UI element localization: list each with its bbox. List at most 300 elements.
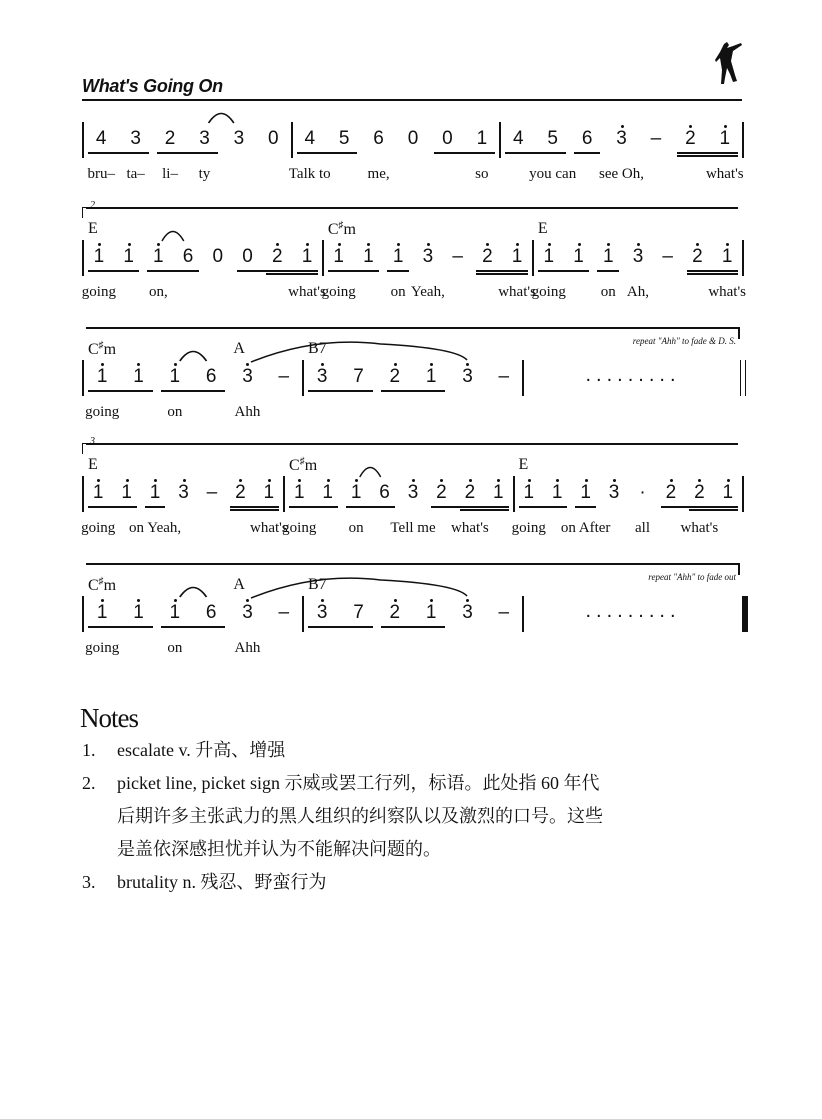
note xyxy=(233,240,263,276)
repeat-instruction: repeat "Ahh" to fade & D. S. xyxy=(632,336,736,346)
note xyxy=(498,240,536,300)
chord-symbol xyxy=(538,220,548,238)
note-digit: 1 xyxy=(511,246,523,267)
note-digit: 1 xyxy=(169,366,181,387)
underline xyxy=(173,270,199,272)
chord-symbol xyxy=(233,576,245,594)
lyric: on After xyxy=(560,520,611,536)
lyric: on xyxy=(348,520,364,536)
lyric: going xyxy=(81,284,116,300)
page-header-title: What's Going On xyxy=(82,76,223,96)
underline xyxy=(88,626,120,628)
note-digit: 0 xyxy=(268,128,279,149)
underline xyxy=(237,270,263,272)
lyric: what's xyxy=(708,284,747,300)
note xyxy=(531,220,566,300)
note xyxy=(288,240,326,300)
chord-root: C xyxy=(88,577,99,595)
underline xyxy=(370,506,394,508)
note xyxy=(472,240,502,276)
octave-dot xyxy=(670,479,673,482)
underline xyxy=(255,509,279,511)
underline xyxy=(266,273,292,275)
underline xyxy=(193,390,225,392)
lyric: going xyxy=(321,284,356,300)
note xyxy=(321,220,356,300)
underline xyxy=(502,273,528,275)
lyric: all xyxy=(635,520,650,536)
underline xyxy=(157,152,187,154)
chord-symbol xyxy=(233,340,245,358)
underline xyxy=(543,506,567,508)
sharp-sign: ♯ xyxy=(98,340,104,351)
note xyxy=(118,122,152,182)
chord-root: E xyxy=(88,220,98,237)
note-digit: 4 xyxy=(95,128,107,149)
note-number: 3. xyxy=(82,872,96,892)
note xyxy=(114,240,144,276)
underline xyxy=(505,152,535,154)
note xyxy=(657,476,685,512)
note xyxy=(256,122,290,158)
underline xyxy=(484,509,508,511)
octave-dot xyxy=(394,363,397,366)
note-digit: 6 xyxy=(205,366,217,387)
chord-symbol xyxy=(88,456,98,474)
octave-dot xyxy=(412,479,415,482)
note xyxy=(673,122,707,158)
note-digit: 5 xyxy=(547,128,558,149)
note xyxy=(193,596,229,632)
underline xyxy=(187,152,217,154)
note-digit: 1 xyxy=(96,366,108,387)
underline xyxy=(262,270,292,272)
octave-dot xyxy=(585,479,588,482)
note-number: 1. xyxy=(82,740,96,760)
note-digit: 3 xyxy=(242,602,253,623)
note-digit: 1 xyxy=(363,246,374,267)
note xyxy=(501,122,535,158)
chord-root: B7 xyxy=(308,340,327,357)
underline xyxy=(340,390,372,392)
underline xyxy=(161,390,193,392)
note xyxy=(266,360,302,396)
measure xyxy=(522,360,742,396)
underline xyxy=(354,270,380,272)
underline xyxy=(120,390,152,392)
note-digit: 1 xyxy=(392,246,404,267)
note xyxy=(229,576,265,656)
note-digit: 1 xyxy=(123,246,134,267)
chord-symbol xyxy=(88,220,98,238)
underline xyxy=(564,270,590,272)
lyric: going xyxy=(85,404,120,420)
note xyxy=(226,476,254,512)
end-barline xyxy=(742,122,744,158)
ending-number: 2 xyxy=(90,200,95,211)
note xyxy=(340,596,376,632)
lyric: going xyxy=(85,640,120,656)
underline xyxy=(714,509,738,511)
note-digit: 4 xyxy=(512,128,524,149)
lyric: Talk to xyxy=(288,166,331,182)
note xyxy=(112,476,140,512)
chord-root: E xyxy=(537,220,548,237)
note-digit: 1 xyxy=(96,602,108,623)
octave-dot xyxy=(126,479,129,482)
note xyxy=(560,476,611,536)
lyric: Ah, xyxy=(626,284,650,300)
note xyxy=(342,476,370,536)
underline xyxy=(677,152,707,154)
note-digit: 1 xyxy=(149,482,161,503)
note-digit: 6 xyxy=(379,482,390,503)
measure xyxy=(81,456,288,536)
measure xyxy=(499,122,744,182)
underline xyxy=(114,270,140,272)
lyric: li– xyxy=(162,166,178,182)
note-digit: 2 xyxy=(685,128,696,149)
note xyxy=(413,596,449,632)
note-digit: 1 xyxy=(476,128,488,149)
note-digit: 1 xyxy=(543,246,555,267)
note xyxy=(383,240,413,300)
note xyxy=(84,576,120,656)
note xyxy=(396,122,430,158)
note-digit: 3 xyxy=(608,482,620,503)
measure xyxy=(82,576,302,656)
note xyxy=(361,122,395,182)
octave-dot xyxy=(427,243,430,246)
chord-quality: m xyxy=(103,341,117,359)
chord-symbol xyxy=(289,456,317,475)
note xyxy=(570,122,604,158)
lyric: so xyxy=(475,166,489,182)
octave-dot xyxy=(724,125,727,128)
repeat-instruction: repeat "Ahh" to fade out xyxy=(648,572,736,582)
note xyxy=(639,122,673,158)
score-line xyxy=(82,120,744,182)
chord-root: C xyxy=(327,221,339,239)
ending-rule xyxy=(86,207,738,209)
note-digit: 7 xyxy=(353,366,364,387)
underline xyxy=(145,506,165,508)
underline xyxy=(708,152,738,154)
note xyxy=(451,476,489,536)
note-digit: 2 xyxy=(164,128,176,149)
underline xyxy=(502,270,528,272)
octave-dot xyxy=(338,243,341,246)
lyric: bru– xyxy=(87,166,115,182)
header-rule xyxy=(82,99,742,101)
underline xyxy=(538,270,564,272)
note-digit: 1 xyxy=(551,482,563,503)
underline xyxy=(147,270,173,272)
note xyxy=(222,122,256,158)
octave-dot xyxy=(578,243,581,246)
note-digit: 1 xyxy=(293,482,305,503)
ending-bracket xyxy=(82,207,90,218)
note xyxy=(143,240,173,300)
octave-dot xyxy=(98,243,101,246)
note-digit: 2 xyxy=(665,482,677,503)
ending-rule xyxy=(86,443,738,445)
underline xyxy=(413,626,445,628)
note xyxy=(593,240,623,300)
underline xyxy=(597,270,619,272)
octave-dot xyxy=(637,243,640,246)
note-digit: 1 xyxy=(722,482,734,503)
note-item-1 xyxy=(82,734,762,767)
note-digit: · xyxy=(639,482,646,503)
chord-root: E xyxy=(518,456,529,473)
note xyxy=(653,240,683,276)
note xyxy=(313,476,341,512)
note xyxy=(288,122,331,182)
lyric: you can xyxy=(529,166,577,182)
note xyxy=(708,240,747,300)
note xyxy=(410,240,445,300)
note-digit: 3 xyxy=(422,246,434,267)
underline xyxy=(230,509,254,511)
note-text-continued: 后期许多主张武力的黑人组织的纠察队以及激烈的口号。这些 xyxy=(117,806,603,826)
lyric: me, xyxy=(367,166,390,182)
note-digit: 2 xyxy=(271,246,283,267)
measure xyxy=(321,220,536,300)
note xyxy=(600,476,628,512)
note xyxy=(680,476,719,536)
lyric: Ahh xyxy=(234,404,261,420)
note-digit: – xyxy=(662,246,673,267)
underline xyxy=(677,155,707,157)
chord-symbol xyxy=(88,340,116,359)
underline xyxy=(431,506,455,508)
lyric: going xyxy=(81,520,116,536)
rule-end-hook xyxy=(738,327,740,339)
note-digit: 6 xyxy=(205,602,217,623)
octave-dot xyxy=(327,479,330,482)
underline xyxy=(535,152,565,154)
note-digit: 2 xyxy=(692,246,703,267)
underline xyxy=(297,152,327,154)
underline xyxy=(460,509,484,511)
note-digit: 6 xyxy=(373,128,384,149)
octave-dot xyxy=(727,479,730,482)
lyric: what's xyxy=(680,520,719,536)
note xyxy=(81,220,116,300)
ending-number: 3 xyxy=(90,436,95,447)
note xyxy=(599,122,645,182)
chord-root: A xyxy=(233,340,245,357)
lyric: ty xyxy=(198,166,211,182)
chord-symbol xyxy=(328,220,356,239)
note-digit: – xyxy=(498,366,510,387)
octave-dot xyxy=(394,599,397,602)
octave-dot xyxy=(174,363,177,366)
note-digit: – xyxy=(206,482,218,503)
measure xyxy=(511,456,742,536)
lyric: on Yeah, xyxy=(129,520,182,536)
underline xyxy=(476,273,502,275)
note-text-continued: 是盖依深感担忧并认为不能解决问题的。 xyxy=(117,839,441,859)
underline xyxy=(230,506,254,508)
dancer-silhouette-icon xyxy=(710,42,744,92)
octave-dot xyxy=(548,243,551,246)
note-digit: – xyxy=(278,366,290,387)
underline xyxy=(708,155,738,157)
note-digit: 2 xyxy=(389,366,401,387)
note xyxy=(187,122,221,182)
note xyxy=(203,240,233,276)
note-digit: 0 xyxy=(242,246,253,267)
chord-quality: m xyxy=(103,577,117,595)
note xyxy=(705,122,744,182)
chord-quality: m xyxy=(343,221,356,239)
underline xyxy=(381,626,413,628)
measure xyxy=(302,340,522,396)
lyric: what's xyxy=(451,520,489,536)
note xyxy=(449,360,485,396)
note xyxy=(120,596,156,632)
note xyxy=(628,476,656,536)
section-rule xyxy=(86,327,738,329)
note-digit: 3 xyxy=(616,128,627,149)
underline xyxy=(120,626,152,628)
note xyxy=(465,122,499,182)
note-digit: 1 xyxy=(92,482,104,503)
underline xyxy=(687,273,713,275)
note-digit: 1 xyxy=(133,602,144,623)
chord-root: E xyxy=(88,456,98,473)
note-digit: 1 xyxy=(263,482,275,503)
note xyxy=(377,596,413,632)
note-digit: 1 xyxy=(301,246,313,267)
note xyxy=(84,122,118,182)
chord-symbol xyxy=(308,576,327,594)
note-digit: – xyxy=(650,128,662,149)
note xyxy=(683,240,713,276)
score-line xyxy=(81,220,747,300)
note-digit: 2 xyxy=(482,246,493,267)
note xyxy=(120,360,156,396)
measure xyxy=(302,576,522,632)
note-digit: 2 xyxy=(694,482,705,503)
note-digit: 1 xyxy=(573,246,584,267)
note-digit: 3 xyxy=(407,482,419,503)
note xyxy=(449,596,485,632)
note-digit: 1 xyxy=(493,482,504,503)
underline xyxy=(714,506,738,508)
chord-root: A xyxy=(233,576,245,593)
note xyxy=(157,360,193,420)
note xyxy=(427,476,455,512)
underline xyxy=(255,506,279,508)
underline xyxy=(292,273,318,275)
note-digit: 1 xyxy=(523,482,535,503)
underline xyxy=(689,509,713,511)
note-text: brutality n. 残忍、野蛮行为 xyxy=(117,872,327,892)
octave-dot xyxy=(174,599,177,602)
underline xyxy=(519,506,543,508)
chord-symbol xyxy=(519,456,529,474)
lyric: on xyxy=(600,284,616,300)
underline xyxy=(687,270,713,272)
note xyxy=(430,122,464,158)
note-digit: 3 xyxy=(242,366,253,387)
note-digit: 1 xyxy=(93,246,105,267)
lyric: Tell me xyxy=(390,520,436,536)
note xyxy=(229,340,265,420)
underline xyxy=(88,270,114,272)
end-barline xyxy=(740,360,746,396)
underline xyxy=(413,390,445,392)
note xyxy=(153,122,187,182)
note-digit: 2 xyxy=(235,482,246,503)
underline xyxy=(484,506,508,508)
note-digit: 2 xyxy=(464,482,476,503)
note xyxy=(266,596,302,632)
note-item-3 xyxy=(82,866,762,899)
note-digit: 1 xyxy=(322,482,333,503)
underline xyxy=(685,506,713,508)
chord-quality: m xyxy=(304,457,318,475)
octave-dot xyxy=(128,243,131,246)
lyric: what's xyxy=(288,284,326,300)
note-text: picket line, picket sign 示威或罢工行列，标语。此处指 60 年代 xyxy=(117,773,600,793)
underline xyxy=(434,152,464,154)
note xyxy=(249,476,288,536)
note xyxy=(193,360,229,396)
underline xyxy=(161,626,193,628)
lyric: Ahh xyxy=(234,640,261,656)
note-item-2 xyxy=(82,767,762,866)
end-barline xyxy=(742,476,744,512)
note xyxy=(543,476,571,512)
note-digit: 1 xyxy=(133,366,144,387)
continuation-dots: ......... xyxy=(585,600,681,622)
section-rule xyxy=(86,563,738,565)
note-digit: 3 xyxy=(178,482,189,503)
note-digit: 3 xyxy=(199,128,210,149)
sharp-sign: ♯ xyxy=(98,576,104,587)
note-number: 2. xyxy=(82,773,96,793)
underline xyxy=(327,152,357,154)
note-digit: 1 xyxy=(580,482,591,503)
lyric: what's xyxy=(249,520,288,536)
lyric: Yeah, xyxy=(410,284,445,300)
note-digit: 3 xyxy=(316,602,328,623)
sharp-sign: ♯ xyxy=(338,220,344,231)
chord-root: C xyxy=(289,457,300,475)
note xyxy=(282,456,318,536)
underline xyxy=(308,390,340,392)
note-digit: 1 xyxy=(153,246,164,267)
lyric: going xyxy=(511,520,546,536)
note xyxy=(327,122,361,158)
score-line xyxy=(81,456,742,536)
underline xyxy=(88,152,118,154)
measure xyxy=(288,122,500,182)
notes-heading: Notes xyxy=(80,703,138,733)
note-digit: 1 xyxy=(333,246,344,267)
note-digit: 6 xyxy=(182,246,194,267)
note-digit: 2 xyxy=(389,602,401,623)
underline xyxy=(289,506,313,508)
measure xyxy=(531,220,747,300)
lyric: ta– xyxy=(126,166,145,182)
underline xyxy=(381,390,413,392)
underline xyxy=(118,152,148,154)
